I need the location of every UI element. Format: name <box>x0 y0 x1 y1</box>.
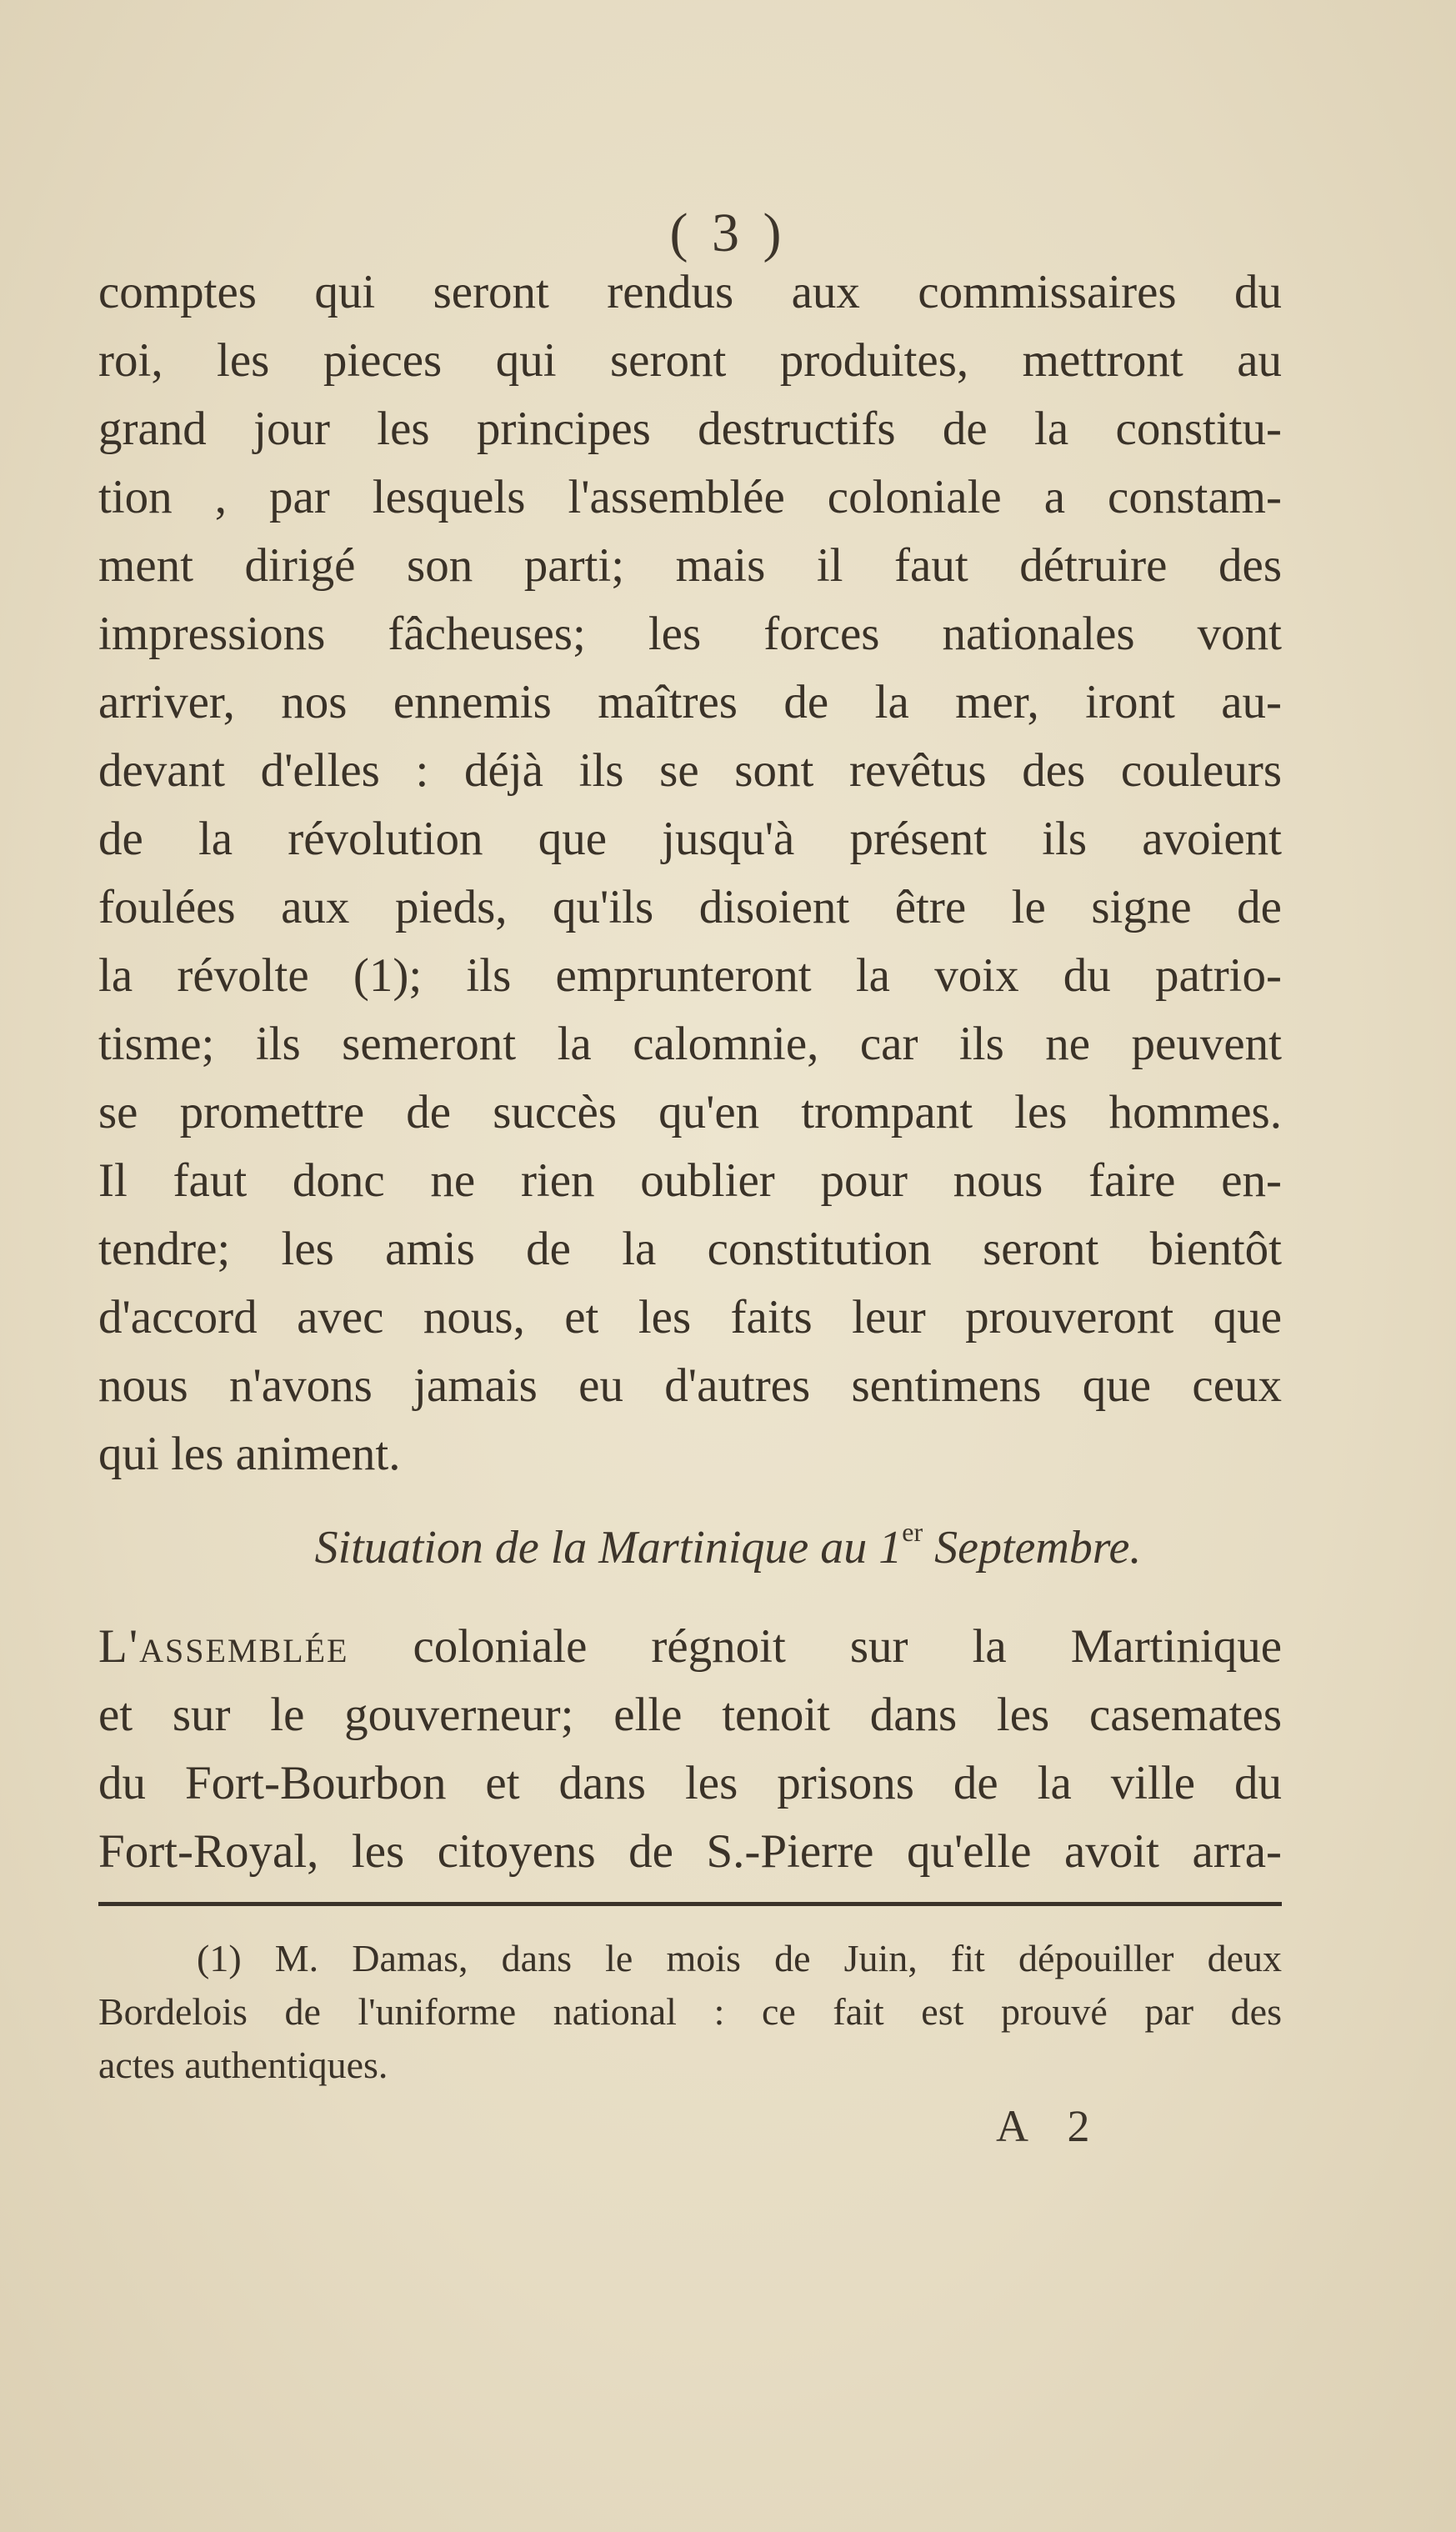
paragraph-main <box>98 258 1282 1489</box>
text-line: nous n'avons jamais eu d'autres sentimens que ceux <box>98 1359 1282 1412</box>
footnote-divider <box>98 1902 1282 1906</box>
text-line: tisme; ils semeront la calomnie, car ils ne peuvent <box>98 1018 1282 1070</box>
text-line: qui les animent. <box>98 1428 401 1480</box>
heading-text-end: Septembre. <box>923 1522 1142 1574</box>
text-line: arriver, nos ennemis maîtres de la mer, iront au- <box>98 676 1282 728</box>
footnote <box>98 1932 1282 2092</box>
text-line: foulées aux pieds, qu'ils disoient être le signe de <box>98 881 1282 933</box>
text-line: roi, les pieces qui seront produites, mettront au <box>98 334 1282 387</box>
text-line: devant d'elles : déjà ils se sont revêtus des couleurs <box>98 744 1282 797</box>
paragraph-section <box>98 1613 1282 1886</box>
drop-word: L'assemblée <box>98 1620 349 1673</box>
footnote-line: Bordelois de l'uniforme national : ce fait est prouvé par des <box>98 1990 1282 2033</box>
page-number: ( 3 ) <box>669 203 787 263</box>
text-line: Il faut donc ne rien oublier pour nous faire en- <box>98 1154 1282 1207</box>
text-line: impressions fâcheuses; les forces nationales vont <box>98 608 1282 660</box>
text-line: ment dirigé son parti; mais il faut détruire des <box>98 539 1282 592</box>
text-line: grand jour les principes destructifs de la constitu- <box>98 403 1282 455</box>
heading-superscript: er <box>902 1517 923 1547</box>
text-line: tendre; les amis de la constitution seront bientôt <box>98 1223 1282 1275</box>
text-line: d'accord avec nous, et les faits leur prouveront que <box>98 1291 1282 1344</box>
text-line: se promettre de succès qu'en trompant les hommes. <box>98 1086 1282 1138</box>
footnote-line: (1) M. Damas, dans le mois de Juin, fit dépouiller deux <box>197 1937 1282 1979</box>
text-line: Fort-Royal, les citoyens de S.-Pierre qu'elle avoit arra- <box>98 1825 1282 1878</box>
first-line-rest: coloniale régnoit sur la Martinique <box>348 1620 1282 1673</box>
text-line: tion , par lesquels l'assemblée coloniale a constam- <box>98 471 1282 523</box>
text-line: et sur le gouverneur; elle tenoit dans les casemates <box>98 1689 1282 1741</box>
text-line: comptes qui seront rendus aux commissaires du <box>98 266 1282 318</box>
text-line: de la révolution que jusqu'à présent ils avoient <box>98 813 1282 865</box>
footnote-line: actes authentiques. <box>98 2044 388 2086</box>
text-line-first <box>98 1613 1282 1681</box>
text-line: la révolte (1); ils emprunteront la voix du patrio- <box>98 949 1282 1002</box>
signature-mark: A 2 <box>996 2101 1105 2151</box>
section-heading <box>0 1499 1456 1581</box>
text-line: du Fort-Bourbon et dans les prisons de la ville du <box>98 1757 1282 1809</box>
heading-text: Situation de la Martinique au 1 <box>314 1522 903 1574</box>
